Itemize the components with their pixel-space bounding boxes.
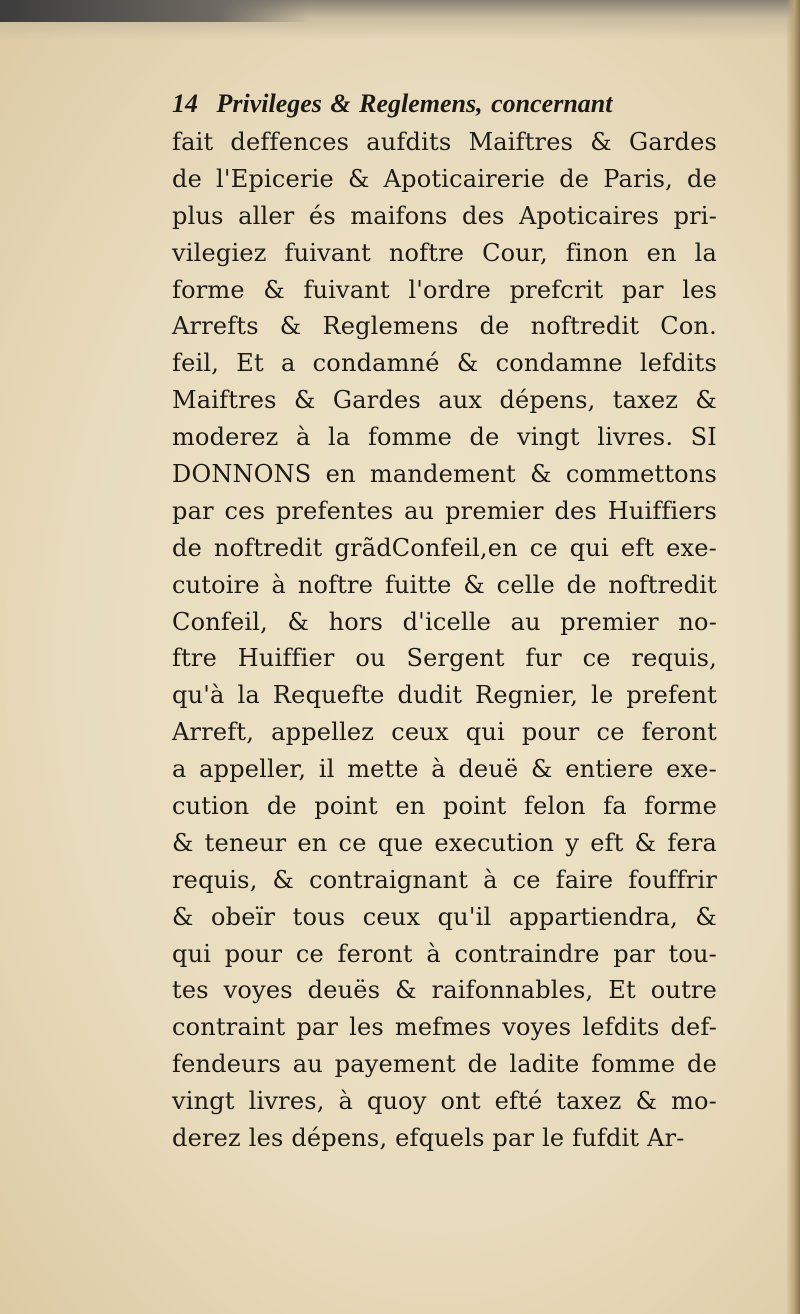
text-line: Arreft, appellez ceux qui pour ce feront: [172, 718, 717, 747]
page-text: [172, 84, 717, 1157]
text-line: par ces prefentes au premier des Huiffiers: [172, 496, 717, 525]
text-line: a appeller, il mette à deuë & entiere exe-: [172, 755, 717, 784]
text-line: forme & fuivant l'ordre prefcrit par les: [172, 275, 717, 304]
text-line: Arrefts & Reglemens de noftredit Con.: [172, 312, 717, 341]
running-title: Privileges & Reglemens, concernant: [216, 89, 613, 118]
text-line: Maiftres & Gardes aux dépens, taxez &: [172, 386, 717, 415]
text-line: & teneur en ce que execution y eft & fera: [172, 828, 717, 857]
text-line: feil, Et a condamné & condamne lefdits: [172, 349, 717, 378]
text-line: vilegiez fuivant noftre Cour, finon en la: [172, 238, 717, 267]
text-line: qu'à la Requefte dudit Regnier, le prefent: [172, 681, 717, 710]
text-line: contraint par les mefmes voyes lefdits def-: [172, 1013, 717, 1042]
text-line: moderez à la fomme de vingt livres. SI: [172, 423, 717, 452]
text-line: & obeïr tous ceux qu'il appartiendra, &: [172, 902, 717, 931]
text-line: Confeil, & hors d'icelle au premier no-: [172, 607, 717, 636]
text-line: plus aller és maifons des Apoticaires pri-: [172, 201, 717, 230]
page-number: 14: [172, 89, 198, 118]
text-line: DONNONS en mandement & commettons: [172, 460, 717, 489]
running-head: [172, 84, 717, 124]
text-line: fait deffences aufdits Maiftres & Gardes: [172, 128, 717, 156]
text-line: qui pour ce feront à contraindre par tou-: [172, 939, 717, 968]
text-line: cution de point en point felon fa forme: [172, 792, 717, 821]
page-right-edge: [786, 0, 800, 1314]
text-line: ftre Huiffier ou Sergent fur ce requis,: [172, 644, 717, 673]
text-line: de noftredit grãdConfeil,en ce qui eft exe-: [172, 533, 717, 562]
text-line: cutoire à noftre fuitte & celle de noftredit: [172, 570, 717, 599]
body-text: [172, 124, 717, 1157]
text-line: derez les dépens, efquels par le fufdit Ar-: [172, 1124, 685, 1153]
page-top-shadow: [0, 0, 800, 40]
text-line: tes voyes deuës & raifonnables, Et outre: [172, 976, 717, 1005]
text-line: vingt livres, à quoy ont efté taxez & mo-: [172, 1087, 717, 1116]
text-line: requis, & contraignant à ce faire fouffrir: [172, 865, 717, 894]
text-line: fendeurs au payement de ladite fomme de: [172, 1050, 717, 1079]
text-line: de l'Epicerie & Apoticairerie de Paris, de: [172, 164, 717, 193]
